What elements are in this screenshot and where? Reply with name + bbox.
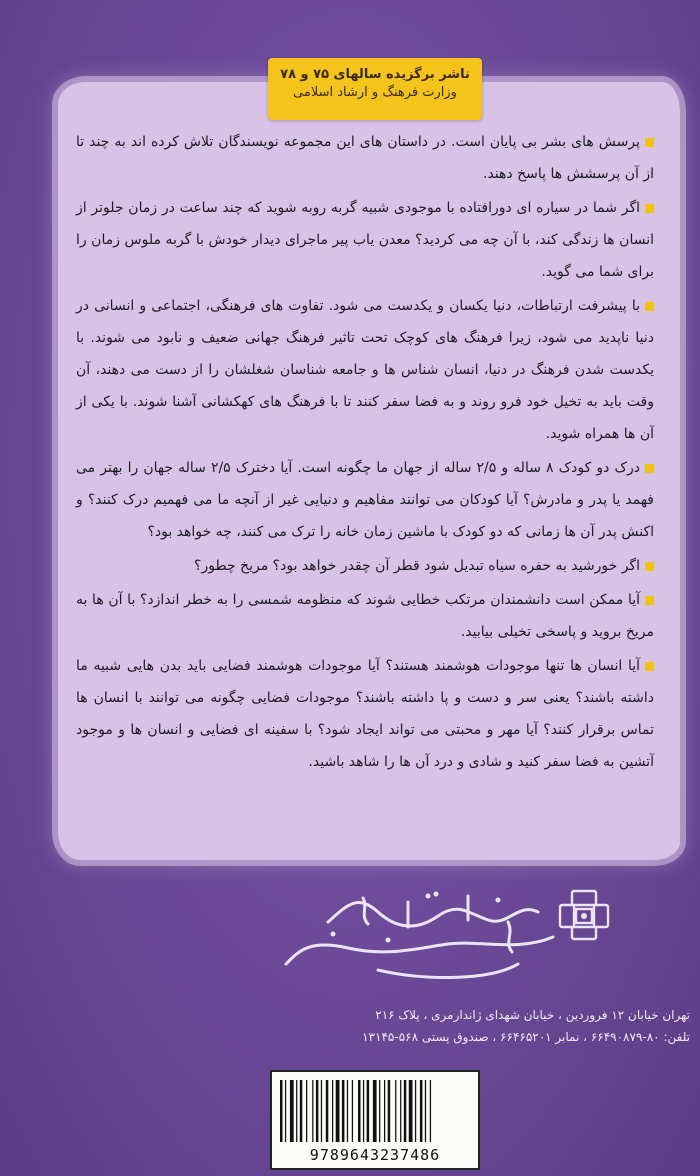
synopsis-paragraph: درک دو کودک ۸ ساله و ۲/۵ ساله از جهان ما چگونه است. آیا دخترک ۲/۵ ساله جهان را بهتر می فهمد یا پدر و مادرش؟ آیا کودکان می توانند مفاهیم و دنیایی غیر از آنچه ما می فهمیم درک کنند؟ و اکنش پدر آن ها زمانی که دو کودک با ماشین زمان خانه را ترک می کنند، چه خواهد بود؟ xyxy=(76,460,654,540)
barcode-bar xyxy=(373,1080,377,1142)
synopsis-paragraph: اگر شما در سیاره ای دورافتاده با موجودی شبیه گربه روبه شوید که چند ساعت در زمان جلوتر از انسان ها زندگی کند، با آن چه می کردید؟ معدن یاب پیر ماجرای دیدار خودش با گربه ملوس زمان را برای شما می گوید. xyxy=(76,200,654,280)
synopsis-paragraph: آیا انسان ها تنها موجودات هوشمند هستند؟ آیا موجودات هوشمند فضایی باید بدن هایی شبیه ما داشته باشند؟ یعنی سر و دست و پا داشته باشند؟ موجودات فضایی چگونه می توانند با انسان ها تماس برقرار کنند؟ آیا مهر و محبتی می تواند ایجاد شود؟ با سفینه ای فضایی و انسان ها و موجود آتشین به فضا سفر کنید و شادی و درد آن ها را شاهد باشید. xyxy=(76,658,654,770)
barcode-bar xyxy=(425,1080,426,1142)
bullet-icon xyxy=(645,302,654,311)
synopsis-paragraph: اگر خورشید به حفره سیاه تبدیل شود قطر آن چقدر خواهد بود؟ مریخ چطور؟ xyxy=(76,550,654,582)
barcode-bar xyxy=(290,1080,294,1142)
publisher-address xyxy=(300,1004,690,1048)
barcode-bar xyxy=(296,1080,297,1142)
bullet-icon xyxy=(645,464,654,473)
barcode-bar xyxy=(336,1080,340,1142)
barcode-bar xyxy=(352,1080,353,1142)
barcode-bar xyxy=(379,1080,380,1142)
bullet-icon xyxy=(645,138,654,147)
barcode-bar xyxy=(388,1080,391,1142)
synopsis-paragraph: پرسش های بشر بی پایان است. در داستان های این مجموعه نویسندگان تلاش کرده اند به چند تا از آن پرسشش ها پاسخ دهند. xyxy=(76,134,654,182)
barcode-bar xyxy=(358,1080,361,1142)
badge-line-1: ناشر برگزیده سالهای ۷۵ و ۷۸ xyxy=(280,67,470,82)
barcode-bar xyxy=(367,1080,370,1142)
barcode-bar xyxy=(400,1080,401,1142)
barcode-bar xyxy=(363,1080,364,1142)
synopsis-paragraph: آیا ممکن است دانشمندان مرتکب خطایی شوند که منظومه شمسی را به خطر اندازد؟ با آن ها به مریخ بروید و پاسخی تخیلی بیابید. xyxy=(76,592,654,640)
barcode-bar xyxy=(332,1080,333,1142)
barcode-bar xyxy=(430,1080,431,1142)
synopsis-text xyxy=(76,126,654,780)
badge-line-2: وزارت فرهنگ و ارشاد اسلامی xyxy=(293,85,457,100)
barcode-bar xyxy=(280,1080,283,1142)
bullet-icon xyxy=(645,562,654,571)
barcode-bar xyxy=(306,1080,307,1142)
isbn-number: 9789643237486 xyxy=(309,1146,441,1164)
isbn-barcode xyxy=(270,1070,480,1170)
barcode-bar xyxy=(326,1080,329,1142)
bullet-icon xyxy=(645,204,654,213)
publisher-award-badge xyxy=(268,58,482,120)
barcode-bar xyxy=(415,1080,416,1142)
barcode-bars xyxy=(278,1080,472,1142)
barcode-bar xyxy=(321,1080,322,1142)
barcode-bar xyxy=(395,1080,396,1142)
barcode-bar xyxy=(300,1080,303,1142)
address-line: تهران خیابان ۱۲ فروردین ، خیابان شهدای ژاندارمری ، پلاک ۲۱۶ xyxy=(375,1008,690,1022)
barcode-bar xyxy=(285,1080,286,1142)
barcode-bar xyxy=(312,1080,313,1142)
bullet-icon xyxy=(645,662,654,671)
barcode-bar xyxy=(420,1080,423,1142)
barcode-bar xyxy=(347,1080,348,1142)
calligraphy-logo xyxy=(268,882,618,987)
barcode-bar xyxy=(316,1080,319,1142)
contact-line: تلفن: ۸۰-۶۶۴۹۰۸۷۹ ، نمابر ۶۶۴۶۵۲۰۱ ، صندوق پستی ۵۶۸-۱۳۱۴۵ xyxy=(362,1030,690,1044)
barcode-bar xyxy=(384,1080,385,1142)
barcode-bar xyxy=(404,1080,407,1142)
barcode-bar xyxy=(409,1080,413,1142)
bullet-icon xyxy=(645,596,654,605)
barcode-bar xyxy=(342,1080,345,1142)
synopsis-paragraph: با پیشرفت ارتباطات، دنیا یکسان و یکدست می شود. تفاوت های فرهنگی، اجتماعی و انسانی در دنیا ناپدید می شود، زیرا فرهنگ های کوچک تحت تاثیر فرهنگ جهانی ضعیف و نابود می شوند. با یکدست شدن فرهنگ در دنیا، انسان شناس ها و جامعه شناسان شغلشان را از دست می دهند، آن وقت باید به تخیل خود فرو روند و به فضا سفر کنند تا با فرهنگ های کهکشانی آشنا شوند. با یکی از آن ها همراه شوید. xyxy=(76,298,654,442)
